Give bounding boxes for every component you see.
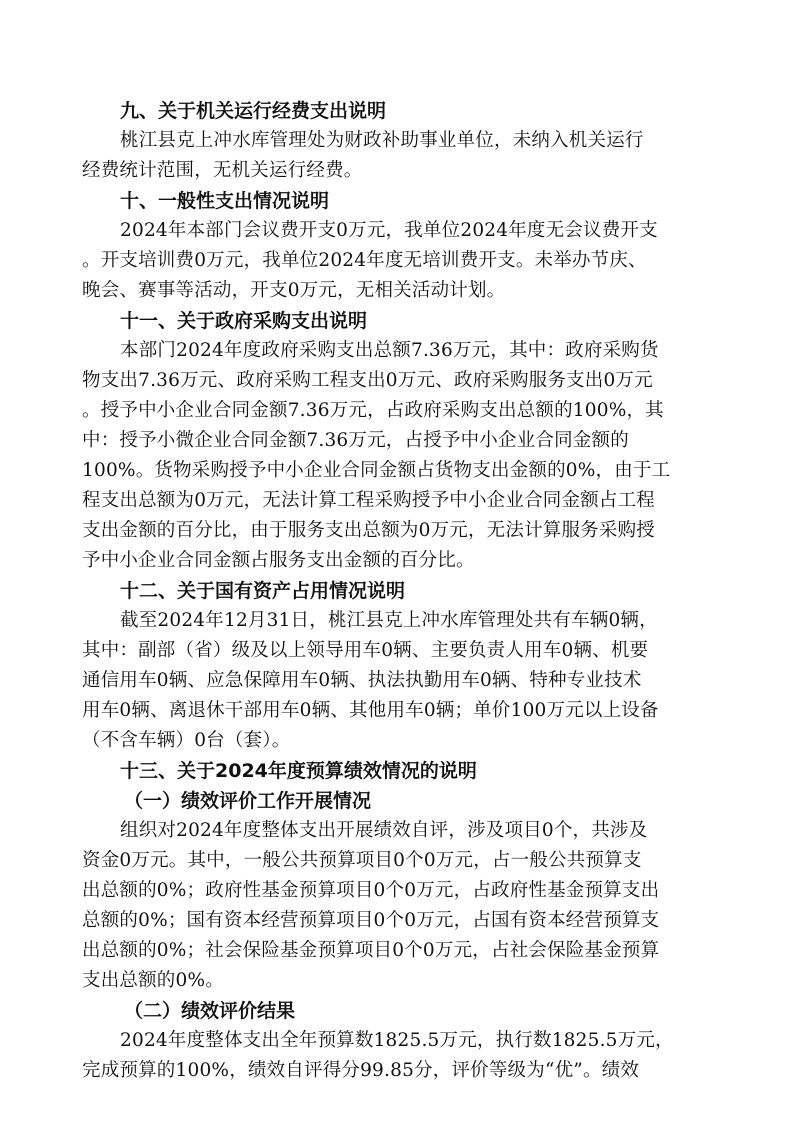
paragraph-line: 其中：副部（省）级及以上领导用车0辆、主要负责人用车0辆、机要: [82, 640, 649, 661]
paragraph-line: 2024年度整体支出全年预算数1825.5万元，执行数1825.5万元，: [120, 1030, 674, 1051]
paragraph-line: 经费统计范围，无机关运行经费。: [82, 160, 363, 181]
paragraph-line: 物支出7.36万元、政府采购工程支出0万元、政府采购服务支出0万元: [82, 370, 653, 391]
paragraph-line: 出总额的0%；社会保险基金预算项目0个0万元，占社会保险基金预算: [82, 940, 660, 961]
section-heading-11: 十一、关于政府采购支出说明: [120, 310, 368, 332]
paragraph-line: 桃江县克上冲水库管理处为财政补助事业单位，未纳入机关运行: [120, 130, 644, 151]
paragraph-line: 用车0辆、离退休干部用车0辆、其他用车0辆；单价100万元以上设备: [82, 700, 659, 721]
paragraph-line: 晚会、赛事等活动，开支0万元，无相关活动计划。: [82, 280, 506, 301]
paragraph-line: 支出金额的百分比，由于服务支出总额为0万元，无法计算服务采购授: [82, 520, 655, 541]
paragraph-line: 截至2024年12月31日，桃江县克上冲水库管理处共有车辆0辆，: [120, 610, 658, 631]
paragraph-line: 资金0万元。其中，一般公共预算项目0个0万元，占一般公共预算支: [82, 850, 642, 871]
paragraph-line: 完成预算的100%，绩效自评得分99.85分，评价等级为“优”。绩效: [82, 1060, 640, 1081]
paragraph-line: 。开支培训费0万元，我单位2024年度无培训费开支。未举办节庆、: [82, 250, 647, 271]
paragraph-line: 出总额的0%；政府性基金预算项目0个0万元，占政府性基金预算支出: [82, 880, 660, 901]
section-heading-13: 十三、关于2024年度预算绩效情况的说明: [120, 760, 477, 782]
paragraph-line: 通信用车0辆、应急保障用车0辆、执法执勤用车0辆、特种专业技术: [82, 670, 642, 691]
paragraph-line: 。授予中小企业合同金额7.36万元，占政府采购支出总额的100%，其: [82, 400, 664, 421]
paragraph-line: 程支出总额为0万元，无法计算工程采购授予中小企业合同金额占工程: [82, 490, 655, 511]
section-heading-10: 十、一般性支出情况说明: [120, 190, 330, 212]
paragraph-line: 组织对2024年度整体支出开展绩效自评，涉及项目0个，共涉及: [120, 820, 648, 841]
section-heading-12: 十二、关于国有资产占用情况说明: [120, 580, 406, 602]
paragraph-line: 100%。货物采购授予中小企业合同金额占货物支出金额的0%，由于工: [82, 460, 671, 481]
subsection-heading-1: （一）绩效评价工作开展情况: [124, 790, 372, 812]
paragraph-line: 予中小企业合同金额占服务支出金额的百分比。: [82, 550, 475, 571]
paragraph-line: 本部门2024年度政府采购支出总额7.36万元，其中：政府采购货: [120, 340, 659, 361]
paragraph-line: 2024年本部门会议费开支0万元，我单位2024年度无会议费开支: [120, 220, 658, 241]
paragraph-line: （不含车辆）0台（套）。: [82, 730, 291, 751]
paragraph-line: 支出总额的0%。: [82, 970, 224, 991]
document-page: [82, 96, 722, 1086]
paragraph-line: 中：授予小微企业合同金额7.36万元，占授予中小企业合同金额的: [82, 430, 629, 451]
section-heading-9: 九、关于机关运行经费支出说明: [120, 100, 387, 122]
paragraph-line: 总额的0%；国有资本经营预算项目0个0万元，占国有资本经营预算支: [82, 910, 660, 931]
subsection-heading-2: （二）绩效评价结果: [124, 1000, 296, 1022]
